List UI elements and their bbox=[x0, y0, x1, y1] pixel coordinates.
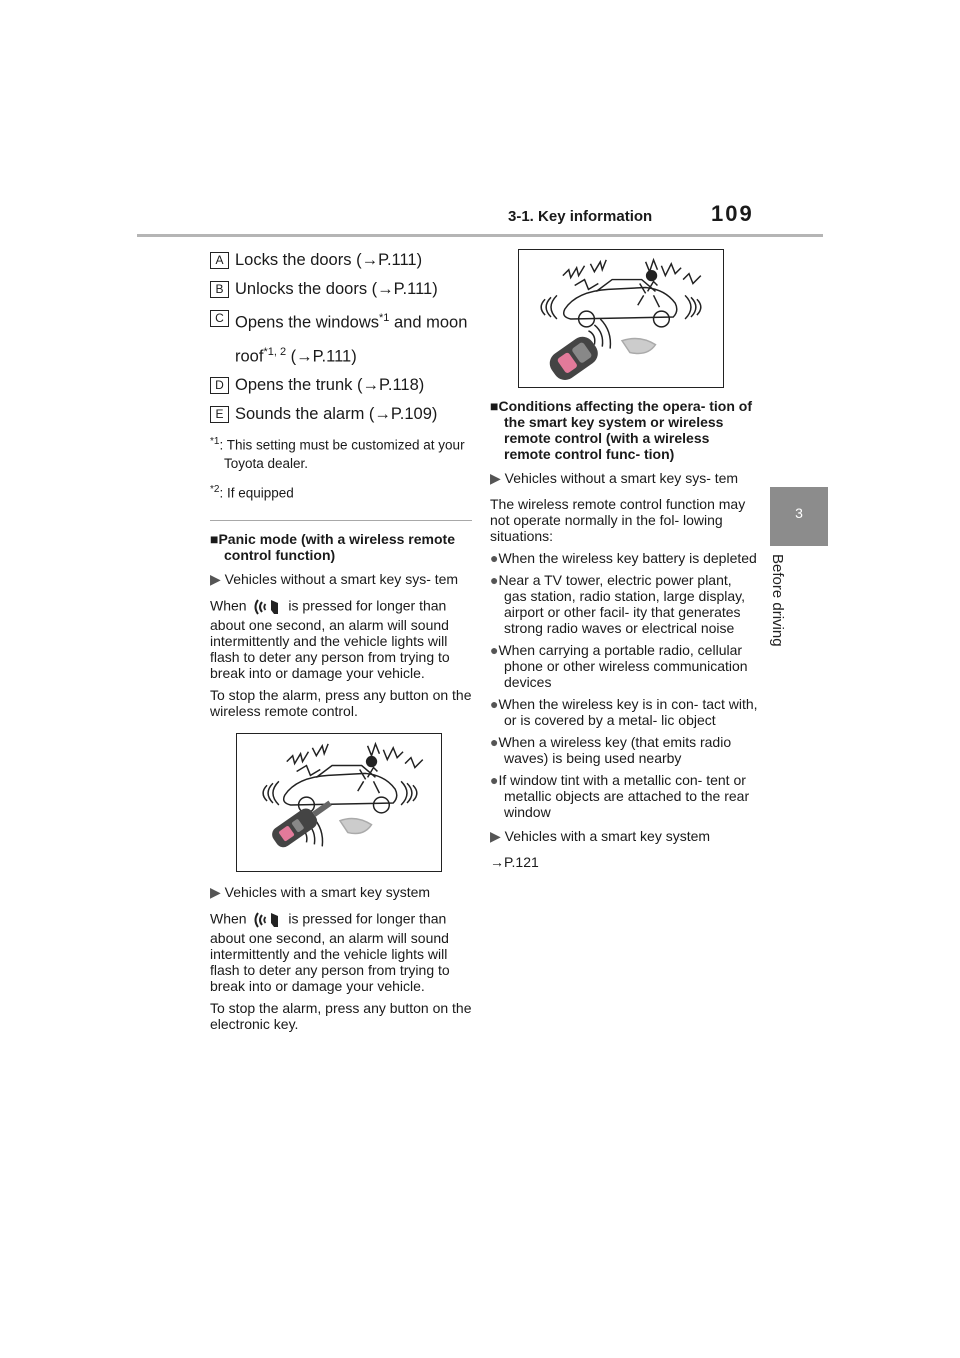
panic-stop-electronic-key: To stop the alarm, press any button on the electronic key. bbox=[210, 1000, 472, 1032]
chapter-label: Before driving bbox=[769, 554, 786, 647]
condition-item: ●Near a TV tower, electric power plant, gas station, radio station, large display, airport or other facil- ity that generates strong radio waves or electrical noise bbox=[490, 572, 745, 636]
conditions-sub-smart-key: ▶ Vehicles with a smart key system bbox=[490, 828, 711, 844]
section-divider bbox=[210, 520, 472, 521]
panic-description-1: When is pressed for longer than about one second, an alarm will sound intermittently and the vehicle lights will flash to deter any person from trying to break into or damage your vehicle. bbox=[210, 597, 450, 681]
condition-item: ●When the wireless key battery is depleted bbox=[490, 550, 757, 566]
section-title: 3-1. Key information bbox=[508, 208, 653, 225]
right-column bbox=[490, 246, 758, 876]
function-item-c: C Opens the windows$^{*1}$ and moon roof$^{*1, 2}$ (→P.111) bbox=[210, 304, 472, 371]
callout-letter: A bbox=[210, 252, 229, 269]
footnote-1: $^{*1}$: This setting must be customized at your Toyota dealer. bbox=[210, 436, 465, 471]
function-item-e: E Sounds the alarm (→P.109) bbox=[210, 400, 472, 429]
conditions-page-ref: →P.121 bbox=[490, 854, 539, 870]
header-rule bbox=[137, 234, 823, 237]
conditions-sub-no-smart-key: ▶ Vehicles without a smart key sys- tem bbox=[490, 470, 739, 486]
panic-button-icon bbox=[250, 910, 284, 930]
page-ref-link[interactable]: P.111) bbox=[312, 347, 357, 365]
callout-letter: C bbox=[210, 310, 229, 327]
condition-item: ●When the wireless key is in con- tact with, or is covered by a metal- lic object bbox=[490, 696, 758, 728]
panic-illustration-smart-key bbox=[518, 249, 724, 388]
condition-item: ●If window tint with a metallic con- tent or metallic objects are attached to the rear window bbox=[490, 772, 750, 820]
footnote-2: $^{*2}$: If equipped bbox=[210, 483, 294, 500]
function-item-b: B Unlocks the doors (→P.111) bbox=[210, 275, 472, 304]
conditions-heading: ■Conditions affecting the opera- tion of the smart key system or wireless remote control (with a wireless remote control func- tion) bbox=[490, 398, 753, 462]
function-item-a: A Locks the doors (→P.111) bbox=[210, 246, 472, 275]
callout-letter: B bbox=[210, 281, 229, 298]
chapter-number: 3 bbox=[795, 505, 803, 521]
panic-illustration-remote bbox=[236, 733, 442, 872]
callout-letter: E bbox=[210, 406, 229, 423]
panic-sub-no-smart-key: ▶ Vehicles without a smart key sys- tem bbox=[210, 571, 459, 587]
page-ref-link[interactable]: P.118) bbox=[378, 376, 425, 394]
condition-item: ●When a wireless key (that emits radio waves) is being used nearby bbox=[490, 734, 732, 766]
panic-stop-remote: To stop the alarm, press any button on the wireless remote control. bbox=[210, 687, 472, 719]
page-ref-link[interactable]: P.109) bbox=[390, 405, 438, 423]
function-item-d: D Opens the trunk (→P.118) bbox=[210, 371, 472, 400]
callout-letter: D bbox=[210, 377, 229, 394]
left-column bbox=[210, 246, 472, 1038]
page-ref-link[interactable]: P.111) bbox=[393, 280, 438, 298]
page-ref-link[interactable]: P.121 bbox=[504, 854, 539, 870]
panic-description-2: When is pressed for longer than about one second, an alarm will sound intermittently and the vehicle lights will flash to deter any person from trying to break into or damage your vehicle. bbox=[210, 910, 450, 994]
page-ref-link[interactable]: P.111) bbox=[378, 251, 423, 269]
chapter-tab[interactable] bbox=[770, 487, 828, 546]
panic-button-icon bbox=[250, 597, 284, 617]
panic-mode-heading: ■Panic mode (with a wireless remote control function) bbox=[210, 531, 455, 563]
conditions-intro: The wireless remote control function may not operate normally in the fol- lowing situations: bbox=[490, 496, 746, 544]
condition-item: ●When carrying a portable radio, cellular phone or other wireless communication devices bbox=[490, 642, 748, 690]
panic-sub-smart-key: ▶ Vehicles with a smart key system bbox=[210, 884, 431, 900]
page-number: 109 bbox=[711, 201, 754, 226]
